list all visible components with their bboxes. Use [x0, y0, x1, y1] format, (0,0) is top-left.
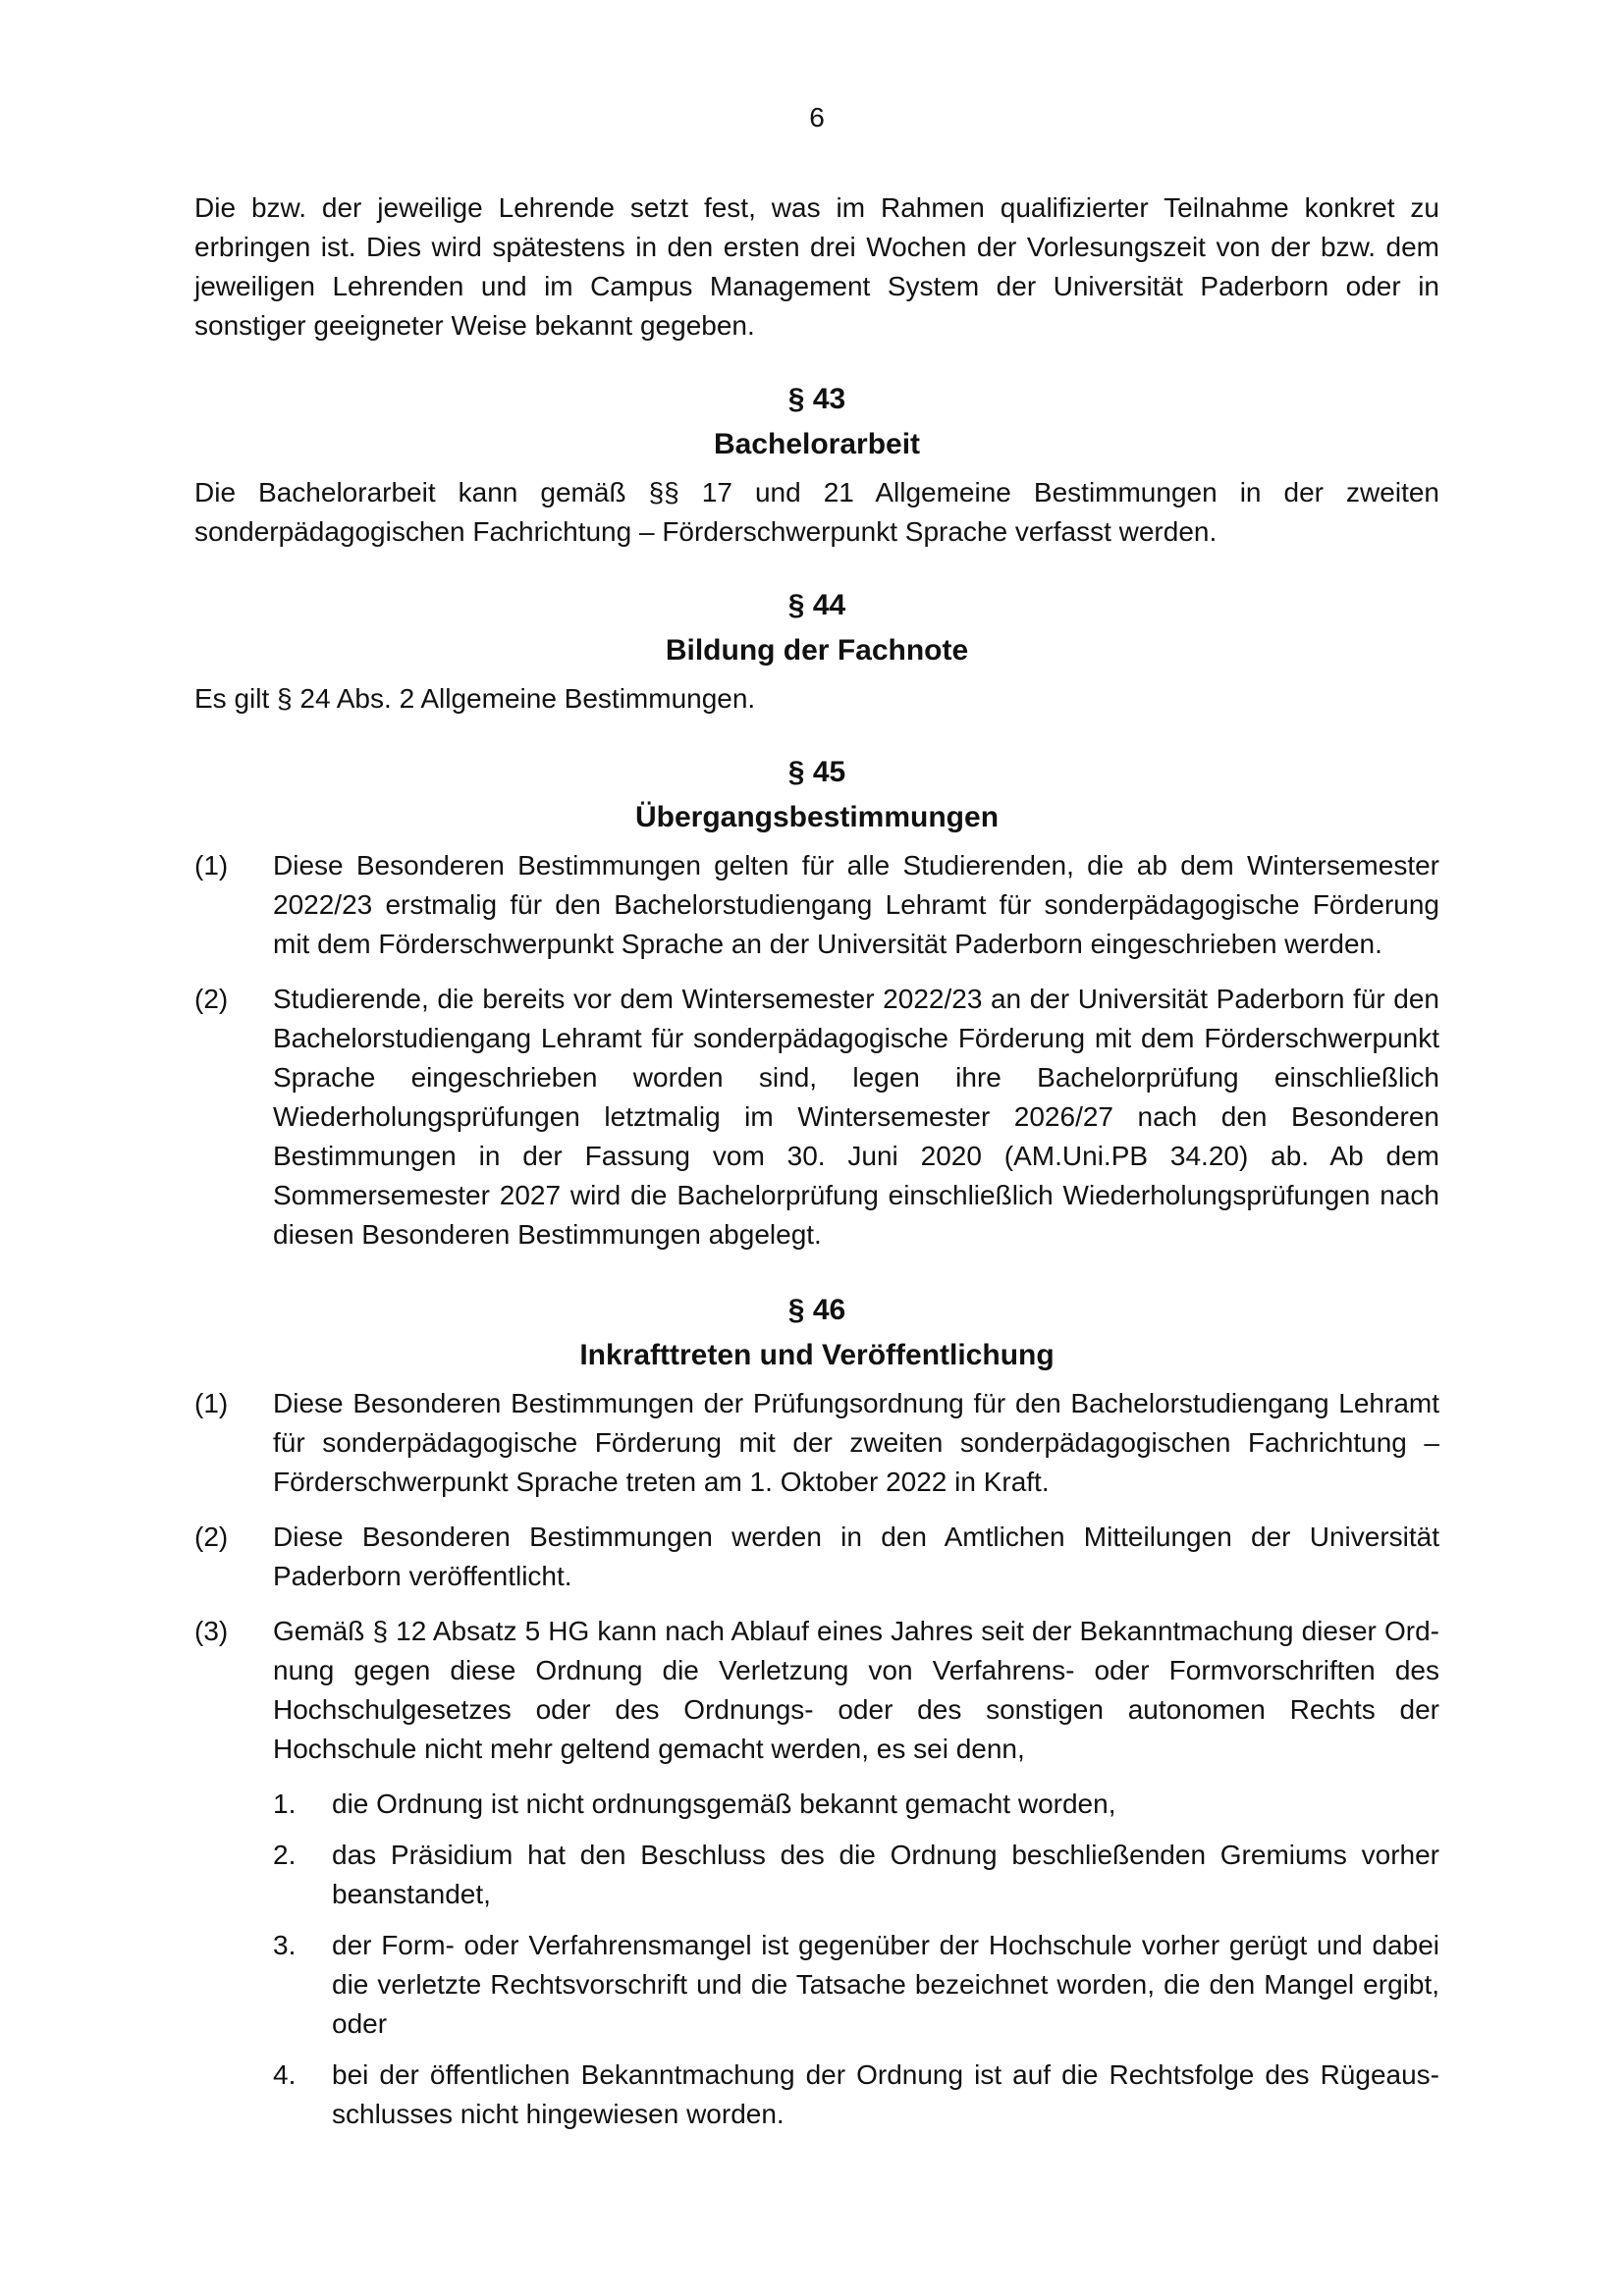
list-item-text: die Ordnung ist nicht ordnungsgemäß bekannt gemacht worden,	[332, 1789, 1116, 1819]
section-title: Übergangsbestimmungen	[634, 801, 1000, 833]
list-item-text: bei der öffentlichen Bekanntmachung der Ordnung ist auf die Rechtsfolge des Rügeausschlusses nicht hingewiesen worden.	[332, 2059, 1439, 2129]
section-44	[194, 583, 1439, 719]
paragraph-item	[194, 1612, 1439, 1769]
section-text: Es gilt § 24 Abs. 2 Allgemeine Bestimmungen.	[194, 683, 756, 714]
section-43	[194, 377, 1439, 552]
list-item-number: 2.	[273, 1840, 297, 1870]
section-title: Inkrafttreten und Veröffentlichung	[579, 1339, 1055, 1371]
list-item-number: 4.	[273, 2059, 297, 2090]
paragraph-text: Studierende, die bereits vor dem Wintersemester 2022/23 an der Universität Paderborn für den Bachelorstudiengang Lehramt für sonderpädagogische Förderung mit dem Förderschwerpunkt Sprache eingeschrieben worden sind, legen ihre Bachelorprüfung einschließlich Wiederholungsprüfungen letztmalig im Wintersemester 2026/27 nach den Besonderen Bestimmungen in der Fassung vom 30. Juni 2020 (AM.Uni.PB 34.20) ab. Ab dem Sommersemester 2027 wird die Bachelorprüfung einschließlich Wiederholungsprüfungen nach diesen Besonderen Bestimmungen abgelegt.	[273, 984, 1439, 1250]
section-45	[194, 750, 1439, 1255]
paragraph-text: Diese Besonderen Bestimmungen gelten für alle Studierenden, die ab dem Wintersemester 2022/23 erstmalig für den Bachelorstudiengang Lehramt für sonderpädagogische Förderung mit dem Förderschwerpunkt Sprache an der Universität Paderborn eingeschrieben werden.	[273, 850, 1439, 959]
section-number: § 45	[787, 756, 846, 788]
paragraph-item	[194, 980, 1439, 1255]
paragraph-item	[194, 1518, 1439, 1596]
paragraph-text: Gemäß § 12 Absatz 5 HG kann nach Ablauf eines Jahres seit der Bekanntmachung dieser Ordnung gegen diese Ordnung die Verletzung von Verfahrens- oder Formvorschriften des Hochschulgesetzes oder des Ordnungs- oder des sonstigen autonomen Rechts der Hochschule nicht mehr geltend gemacht werden, es sei denn,	[273, 1616, 1439, 1764]
list-item	[194, 2056, 1439, 2134]
section-number: § 46	[787, 1294, 846, 1326]
list-item-number: 1.	[273, 1789, 297, 1819]
paragraph-text: Diese Besonderen Bestimmungen werden in den Amtlichen Mitteilungen der Universität Paderborn veröffentlicht.	[273, 1522, 1439, 1591]
paragraph-number: (1)	[194, 850, 229, 881]
paragraph-number: (2)	[194, 1522, 229, 1552]
exception-list	[194, 1785, 1439, 2134]
section-title: Bachelorarbeit	[713, 428, 921, 460]
document-page	[194, 98, 1439, 2146]
paragraph-item	[194, 846, 1439, 964]
section-number: § 44	[787, 589, 846, 621]
section-text: Die Bachelorarbeit kann gemäß §§ 17 und 21 Allgemeine Bestimmungen in der zweiten sonderpädagogischen Fachrichtung – Förderschwerpunkt Sprache verfasst werden.	[194, 477, 1439, 547]
list-item-text: das Präsidium hat den Beschluss des die Ordnung beschließenden Gremiums vorher beanstandet,	[332, 1840, 1439, 1909]
paragraph-number: (2)	[194, 984, 229, 1014]
section-title: Bildung der Fachnote	[665, 634, 969, 667]
list-item	[194, 1785, 1439, 1824]
list-item-text: der Form- oder Verfahrensmangel ist gegenüber der Hochschule vorher gerügt und dabei die verletzte Rechtsvorschrift und die Tatsache bezeichnet worden, die den Mangel ergibt, oder	[332, 1930, 1439, 2039]
section-46	[194, 1288, 1439, 2134]
paragraph-text: Diese Besonderen Bestimmungen der Prüfungsordnung für den Bachelorstudiengang Lehramt für sonderpädagogische Förderung mit der zweiten sonderpädagogischen Fachrichtung – Förderschwerpunkt Sprache treten am 1. Oktober 2022 in Kraft.	[273, 1388, 1439, 1497]
paragraph-item	[194, 1384, 1439, 1502]
list-item	[194, 1926, 1439, 2044]
paragraph-number: (1)	[194, 1388, 229, 1418]
section-number: § 43	[787, 383, 846, 415]
page-number: 6	[809, 102, 825, 133]
list-item	[194, 1836, 1439, 1914]
intro-paragraph: Die bzw. der jeweilige Lehrende setzt fest, was im Rahmen qualifizierter Teilnahme konkret zu erbringen ist. Dies wird spätestens in den ersten drei Wochen der Vorlesungszeit von der bzw. dem jeweiligen Lehrenden und im Campus Management System der Universität Paderborn oder in sonstiger geeigneter Weise bekannt gegeben.	[194, 192, 1439, 341]
paragraph-number: (3)	[194, 1616, 229, 1646]
list-item-number: 3.	[273, 1930, 297, 1960]
